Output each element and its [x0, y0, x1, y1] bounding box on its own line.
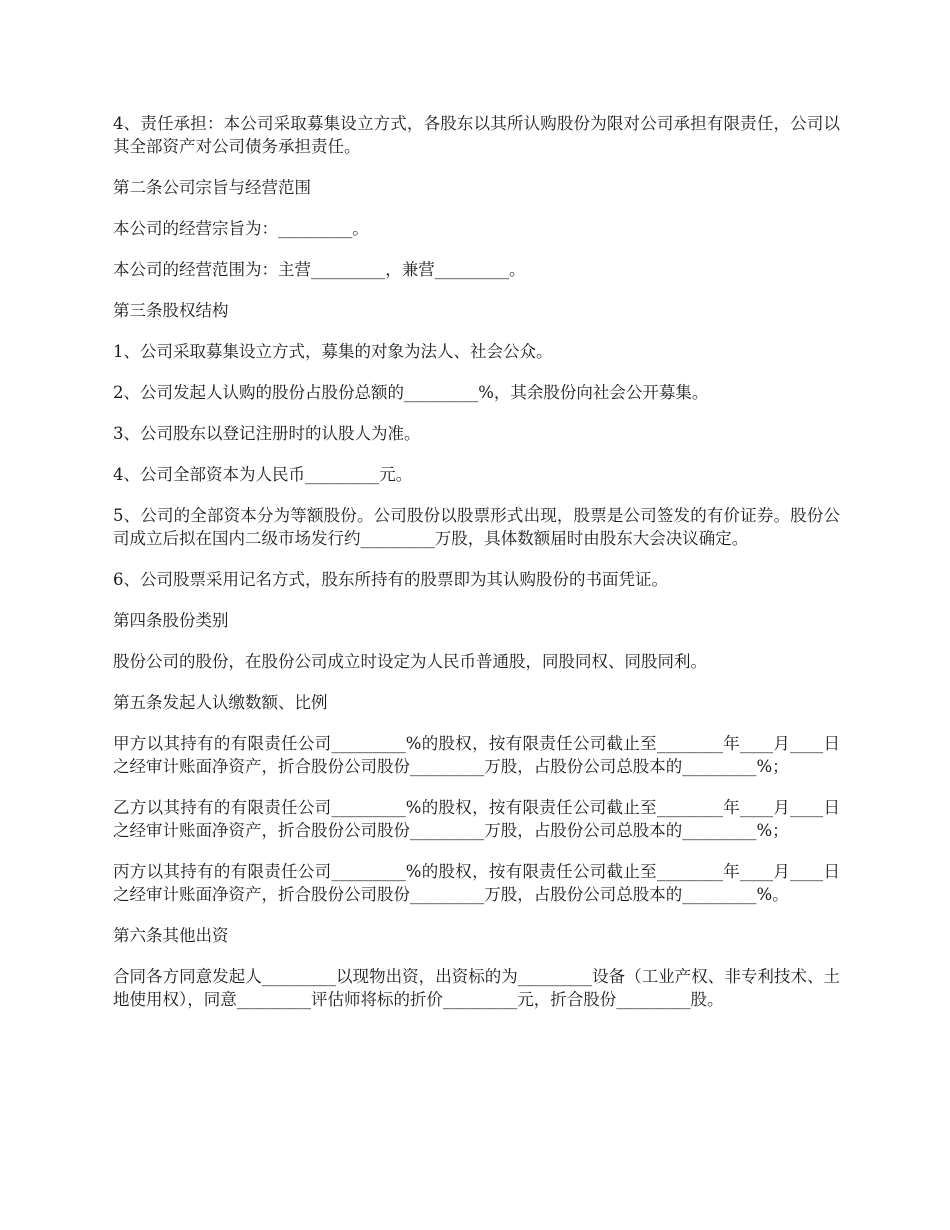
article-3-heading: 第三条股权结构: [113, 301, 229, 320]
share-class-paragraph: 股份公司的股份，在股份公司成立时设定为人民币普通股，同股同权、同股同利。: [113, 652, 707, 671]
business-scope-paragraph: 本公司的经营范围为：主营_________，兼营_________。: [113, 260, 526, 279]
article-5-heading: 第五条发起人认缴数额、比例: [113, 693, 328, 712]
equity-item-3-paragraph: 3、公司股东以登记注册时的认股人为准。: [113, 424, 421, 443]
equity-item-1-paragraph: 1、公司采取募集设立方式，募集的对象为法人、社会公众。: [113, 342, 553, 361]
party-a-contribution-paragraph: 甲方以其持有的有限责任公司_________%的股权，按有限责任公司截止至________年____月____日之经审计账面净资产，折合股份公司股份_________万股，占股份公司总股本的_________%；: [113, 734, 840, 776]
equity-item-2-paragraph: 2、公司发起人认购的股份占股份总额的_________%，其余股份向社会公开募集。: [113, 383, 709, 402]
in-kind-contribution-paragraph: 合同各方同意发起人_________以现物出资，出资标的为_________设备（工业产权、非专利技术、土地使用权），同意_________评估师将标的折价_________元，折合股份_________股。: [113, 967, 840, 1009]
equity-item-6-paragraph: 6、公司股票采用记名方式，股东所持有的股票即为其认购股份的书面凭证。: [113, 570, 668, 589]
article-2-heading: 第二条公司宗旨与经营范围: [113, 178, 311, 197]
article-6-heading: 第六条其他出资: [113, 926, 229, 945]
liability-clause-paragraph: 4、责任承担：本公司采取募集设立方式，各股东以其所认购股份为限对公司承担有限责任，公司以其全部资产对公司债务承担责任。: [113, 114, 840, 156]
equity-item-4-paragraph: 4、公司全部资本为人民币_________元。: [113, 465, 413, 484]
party-c-contribution-paragraph: 丙方以其持有的有限责任公司_________%的股权，按有限责任公司截止至________年____月____日之经审计账面净资产，折合股份公司股份_________万股，占股份公司总股本的_________%。: [113, 862, 840, 904]
party-b-contribution-paragraph: 乙方以其持有的有限责任公司_________%的股权，按有限责任公司截止至________年____月____日之经审计账面净资产，折合股份公司股份_________万股，占股份公司总股本的_________%；: [113, 798, 840, 840]
equity-item-5-paragraph: 5、公司的全部资本分为等额股份。公司股份以股票形式出现，股票是公司签发的有价证券。股份公司成立后拟在国内二级市场发行约_________万股，具体数额届时由股东大会决议确定。: [113, 506, 840, 548]
article-4-heading: 第四条股份类别: [113, 611, 229, 630]
business-purpose-paragraph: 本公司的经营宗旨为：_________。: [113, 219, 369, 238]
document-page: [113, 112, 840, 1029]
